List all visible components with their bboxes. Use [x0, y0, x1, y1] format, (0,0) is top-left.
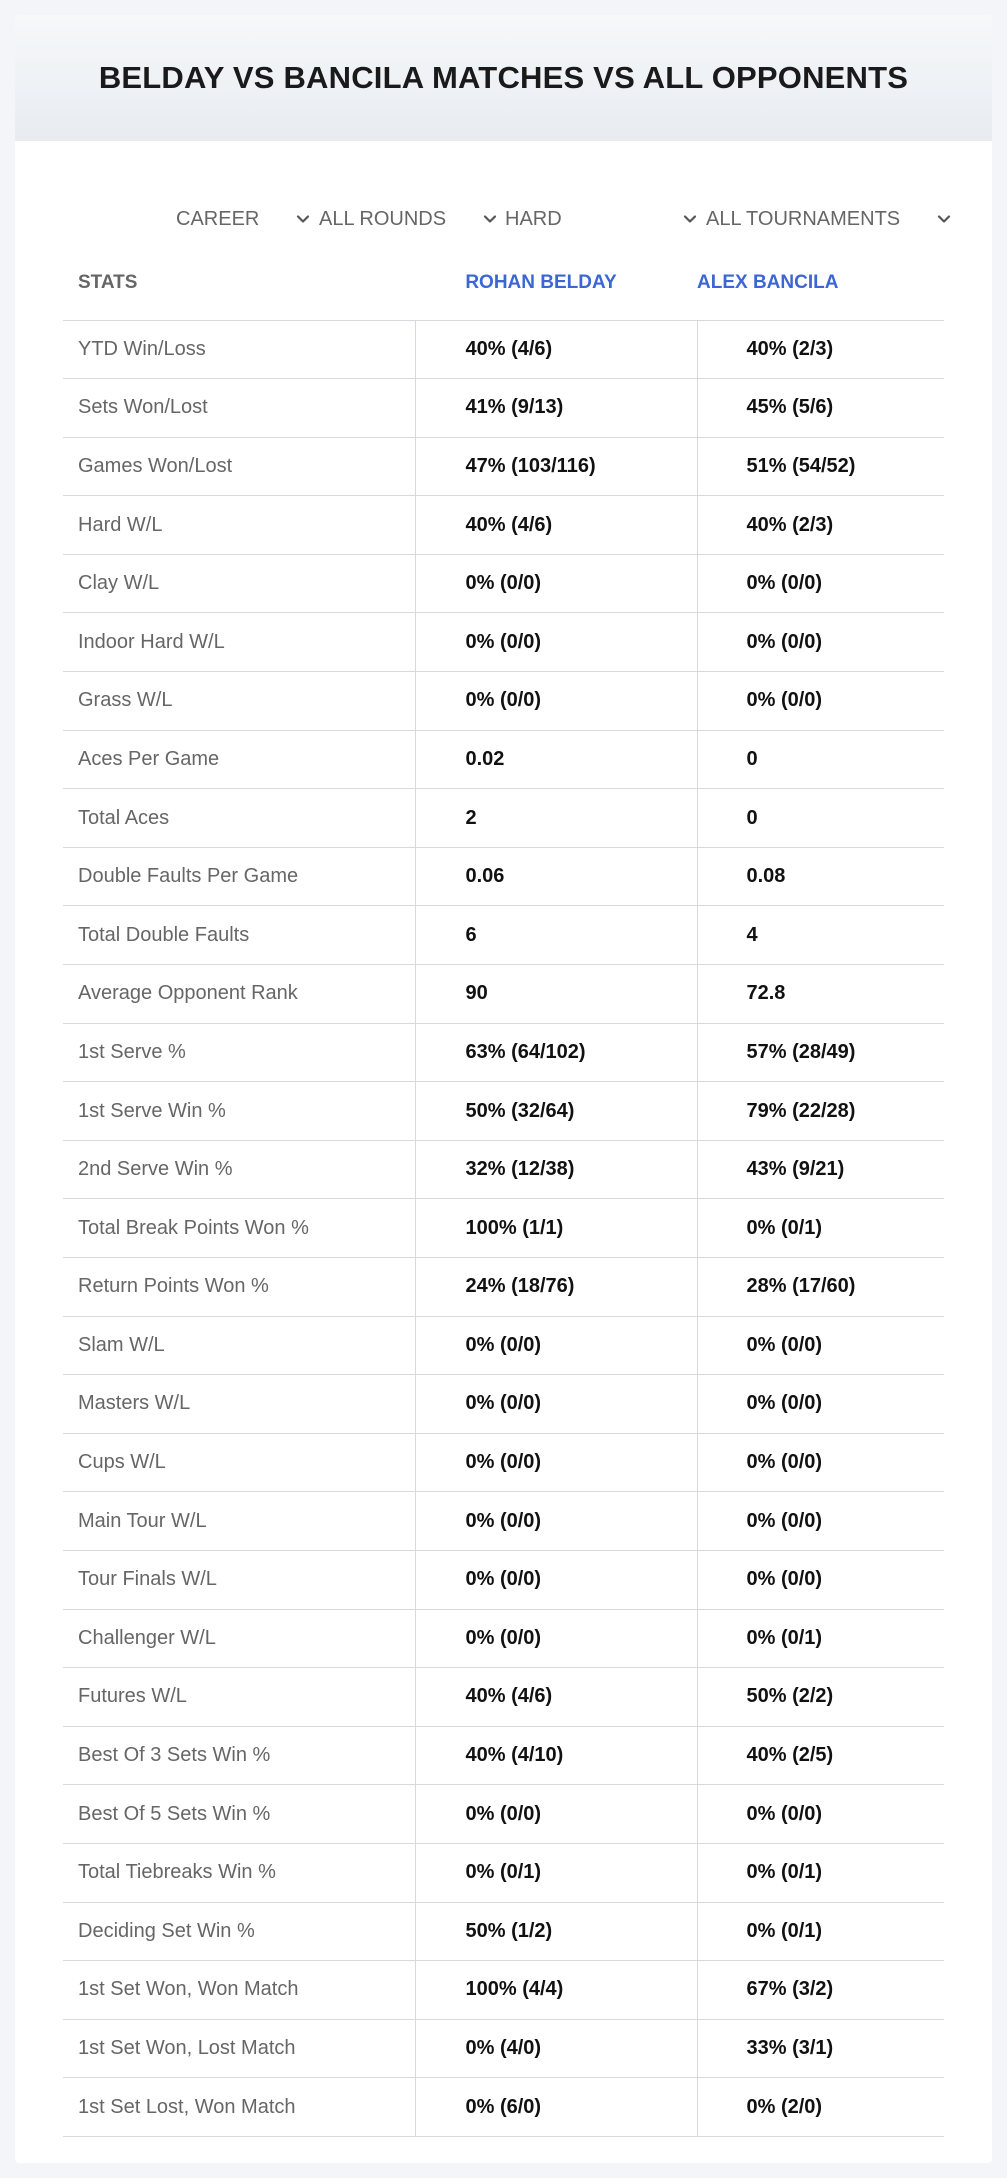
player2-stat-value: 0% (0/0) — [697, 672, 944, 731]
stat-label: Indoor Hard W/L — [63, 613, 415, 672]
player2-stat-value: 0 — [697, 730, 944, 789]
player1-stat-value: 50% (1/2) — [415, 1902, 697, 1961]
table-row — [63, 1609, 944, 1668]
player2-stat-value: 0 — [697, 789, 944, 848]
table-row — [63, 1082, 944, 1141]
player2-stat-value: 0% (0/0) — [697, 613, 944, 672]
stat-label: Best Of 5 Sets Win % — [63, 1785, 415, 1844]
table-row — [63, 1199, 944, 1258]
player2-stat-value: 72.8 — [697, 965, 944, 1024]
stat-label: Clay W/L — [63, 554, 415, 613]
stats-card — [15, 15, 992, 2163]
player1-stat-value: 0% (0/0) — [415, 613, 697, 672]
player1-stat-value: 40% (4/10) — [415, 1726, 697, 1785]
table-header-row — [63, 247, 944, 320]
player1-stat-value: 0% (4/0) — [415, 2019, 697, 2078]
table-row — [63, 1258, 944, 1317]
stat-label: Total Aces — [63, 789, 415, 848]
rounds-select[interactable] — [319, 193, 499, 245]
player1-stat-value: 6 — [415, 906, 697, 965]
stats-column-header: STATS — [63, 247, 415, 320]
chevron-down-icon — [681, 210, 699, 228]
table-row — [63, 1668, 944, 1727]
stat-label: Slam W/L — [63, 1316, 415, 1375]
player2-stat-value: 43% (9/21) — [697, 1140, 944, 1199]
table-row — [63, 2019, 944, 2078]
stat-label: 1st Set Lost, Won Match — [63, 2078, 415, 2137]
table-row — [63, 1550, 944, 1609]
table-row — [63, 672, 944, 731]
player1-stat-value: 0% (0/0) — [415, 554, 697, 613]
table-row — [63, 1961, 944, 2020]
table-row — [63, 1492, 944, 1551]
table-row — [63, 437, 944, 496]
table-row — [63, 1375, 944, 1434]
player1-stat-value: 0% (0/0) — [415, 1316, 697, 1375]
table-row — [63, 1902, 944, 1961]
player2-stat-value: 33% (3/1) — [697, 2019, 944, 2078]
player1-stat-value: 0% (0/0) — [415, 1375, 697, 1434]
table-row — [63, 965, 944, 1024]
player2-stat-value: 0% (0/1) — [697, 1609, 944, 1668]
page-title: BELDAY VS BANCILA MATCHES VS ALL OPPONENTS — [98, 60, 909, 95]
stat-label: Average Opponent Rank — [63, 965, 415, 1024]
stat-label: Best Of 3 Sets Win % — [63, 1726, 415, 1785]
player1-stat-value: 0.02 — [415, 730, 697, 789]
player1-stat-value: 63% (64/102) — [415, 1023, 697, 1082]
player2-stat-value: 45% (5/6) — [697, 379, 944, 438]
table-row — [63, 1726, 944, 1785]
stats-table-body — [63, 320, 944, 2136]
player1-stat-value: 0% (0/0) — [415, 1492, 697, 1551]
stat-label: Total Double Faults — [63, 906, 415, 965]
period-select-value: CAREER — [176, 207, 260, 230]
player1-stat-value: 0% (0/0) — [415, 1550, 697, 1609]
stat-label: 1st Serve Win % — [63, 1082, 415, 1141]
stat-label: Futures W/L — [63, 1668, 415, 1727]
player2-stat-value: 0.08 — [697, 847, 944, 906]
player2-stat-value: 4 — [697, 906, 944, 965]
chevron-down-icon — [481, 210, 499, 228]
stat-label: Double Faults Per Game — [63, 847, 415, 906]
stat-label: Sets Won/Lost — [63, 379, 415, 438]
player1-stat-value: 47% (103/116) — [415, 437, 697, 496]
table-row — [63, 789, 944, 848]
stat-label: Main Tour W/L — [63, 1492, 415, 1551]
player2-stat-value: 0% (0/1) — [697, 1199, 944, 1258]
table-row — [63, 379, 944, 438]
player1-stat-value: 41% (9/13) — [415, 379, 697, 438]
table-row — [63, 730, 944, 789]
stat-label: Masters W/L — [63, 1375, 415, 1434]
player1-stat-value: 0% (0/0) — [415, 1785, 697, 1844]
stat-label: 1st Set Won, Lost Match — [63, 2019, 415, 2078]
stat-label: Cups W/L — [63, 1433, 415, 1492]
stat-label: 1st Serve % — [63, 1023, 415, 1082]
player1-stat-value: 0% (0/1) — [415, 1843, 697, 1902]
player2-stat-value: 0% (0/0) — [697, 1433, 944, 1492]
table-row — [63, 496, 944, 555]
card-header — [15, 15, 992, 141]
table-row — [63, 320, 944, 379]
player2-stat-value: 28% (17/60) — [697, 1258, 944, 1317]
table-row — [63, 1433, 944, 1492]
table-row — [63, 2078, 944, 2137]
table-row — [63, 613, 944, 672]
table-row — [63, 1023, 944, 1082]
surface-select-value: HARD — [505, 207, 562, 230]
chevron-down-icon — [935, 210, 953, 228]
player2-stat-value: 0% (0/0) — [697, 1316, 944, 1375]
table-row — [63, 906, 944, 965]
table-row — [63, 1316, 944, 1375]
stat-label: Total Break Points Won % — [63, 1199, 415, 1258]
player2-stat-value: 50% (2/2) — [697, 1668, 944, 1727]
table-row — [63, 1843, 944, 1902]
player1-stat-value: 100% (1/1) — [415, 1199, 697, 1258]
player1-stat-value: 100% (4/4) — [415, 1961, 697, 2020]
filter-bar — [15, 193, 992, 245]
stat-label: Tour Finals W/L — [63, 1550, 415, 1609]
stat-label: Aces Per Game — [63, 730, 415, 789]
chevron-down-icon — [294, 210, 312, 228]
stat-label: Deciding Set Win % — [63, 1902, 415, 1961]
player1-stat-value: 40% (4/6) — [415, 1668, 697, 1727]
rounds-select-value: ALL ROUNDS — [319, 207, 447, 230]
table-row — [63, 1785, 944, 1844]
player1-stat-value: 0% (6/0) — [415, 2078, 697, 2137]
player1-stat-value: 90 — [415, 965, 697, 1024]
player1-stat-value: 50% (32/64) — [415, 1082, 697, 1141]
player1-stat-value: 40% (4/6) — [415, 320, 697, 379]
table-row — [63, 1140, 944, 1199]
table-row — [63, 847, 944, 906]
player1-stat-value: 0.06 — [415, 847, 697, 906]
tournaments-select-value: ALL TOURNAMENTS — [706, 207, 901, 230]
player1-stat-value: 2 — [415, 789, 697, 848]
surface-select[interactable] — [505, 193, 699, 245]
table-row — [63, 554, 944, 613]
tournaments-select[interactable] — [706, 193, 953, 245]
player1-link[interactable]: ROHAN BELDAY — [415, 247, 697, 320]
player2-stat-value: 0% (2/0) — [697, 2078, 944, 2137]
player2-stat-value: 40% (2/5) — [697, 1726, 944, 1785]
player2-stat-value: 67% (3/2) — [697, 1961, 944, 2020]
stat-label: YTD Win/Loss — [63, 320, 415, 379]
player2-stat-value: 0% (0/0) — [697, 1785, 944, 1844]
player2-stat-value: 0% (0/0) — [697, 1492, 944, 1551]
stat-label: Challenger W/L — [63, 1609, 415, 1668]
player2-stat-value: 0% (0/1) — [697, 1843, 944, 1902]
player2-stat-value: 51% (54/52) — [697, 437, 944, 496]
player2-stat-value: 40% (2/3) — [697, 496, 944, 555]
player2-stat-value: 57% (28/49) — [697, 1023, 944, 1082]
player1-stat-value: 0% (0/0) — [415, 672, 697, 731]
player1-stat-value: 0% (0/0) — [415, 1433, 697, 1492]
player1-stat-value: 24% (18/76) — [415, 1258, 697, 1317]
stat-label: 2nd Serve Win % — [63, 1140, 415, 1199]
player2-link[interactable]: ALEX BANCILA — [697, 247, 944, 320]
player2-stat-value: 0% (0/0) — [697, 1550, 944, 1609]
player2-stat-value: 40% (2/3) — [697, 320, 944, 379]
player1-stat-value: 40% (4/6) — [415, 496, 697, 555]
player2-stat-value: 0% (0/0) — [697, 1375, 944, 1434]
player1-stat-value: 32% (12/38) — [415, 1140, 697, 1199]
stats-table — [63, 247, 944, 2137]
player2-stat-value: 79% (22/28) — [697, 1082, 944, 1141]
period-select[interactable] — [176, 193, 312, 245]
stat-label: Return Points Won % — [63, 1258, 415, 1317]
stat-label: 1st Set Won, Won Match — [63, 1961, 415, 2020]
stat-label: Grass W/L — [63, 672, 415, 731]
player2-stat-value: 0% (0/1) — [697, 1902, 944, 1961]
stat-label: Games Won/Lost — [63, 437, 415, 496]
stat-label: Hard W/L — [63, 496, 415, 555]
stat-label: Total Tiebreaks Win % — [63, 1843, 415, 1902]
player2-stat-value: 0% (0/0) — [697, 554, 944, 613]
player1-stat-value: 0% (0/0) — [415, 1609, 697, 1668]
